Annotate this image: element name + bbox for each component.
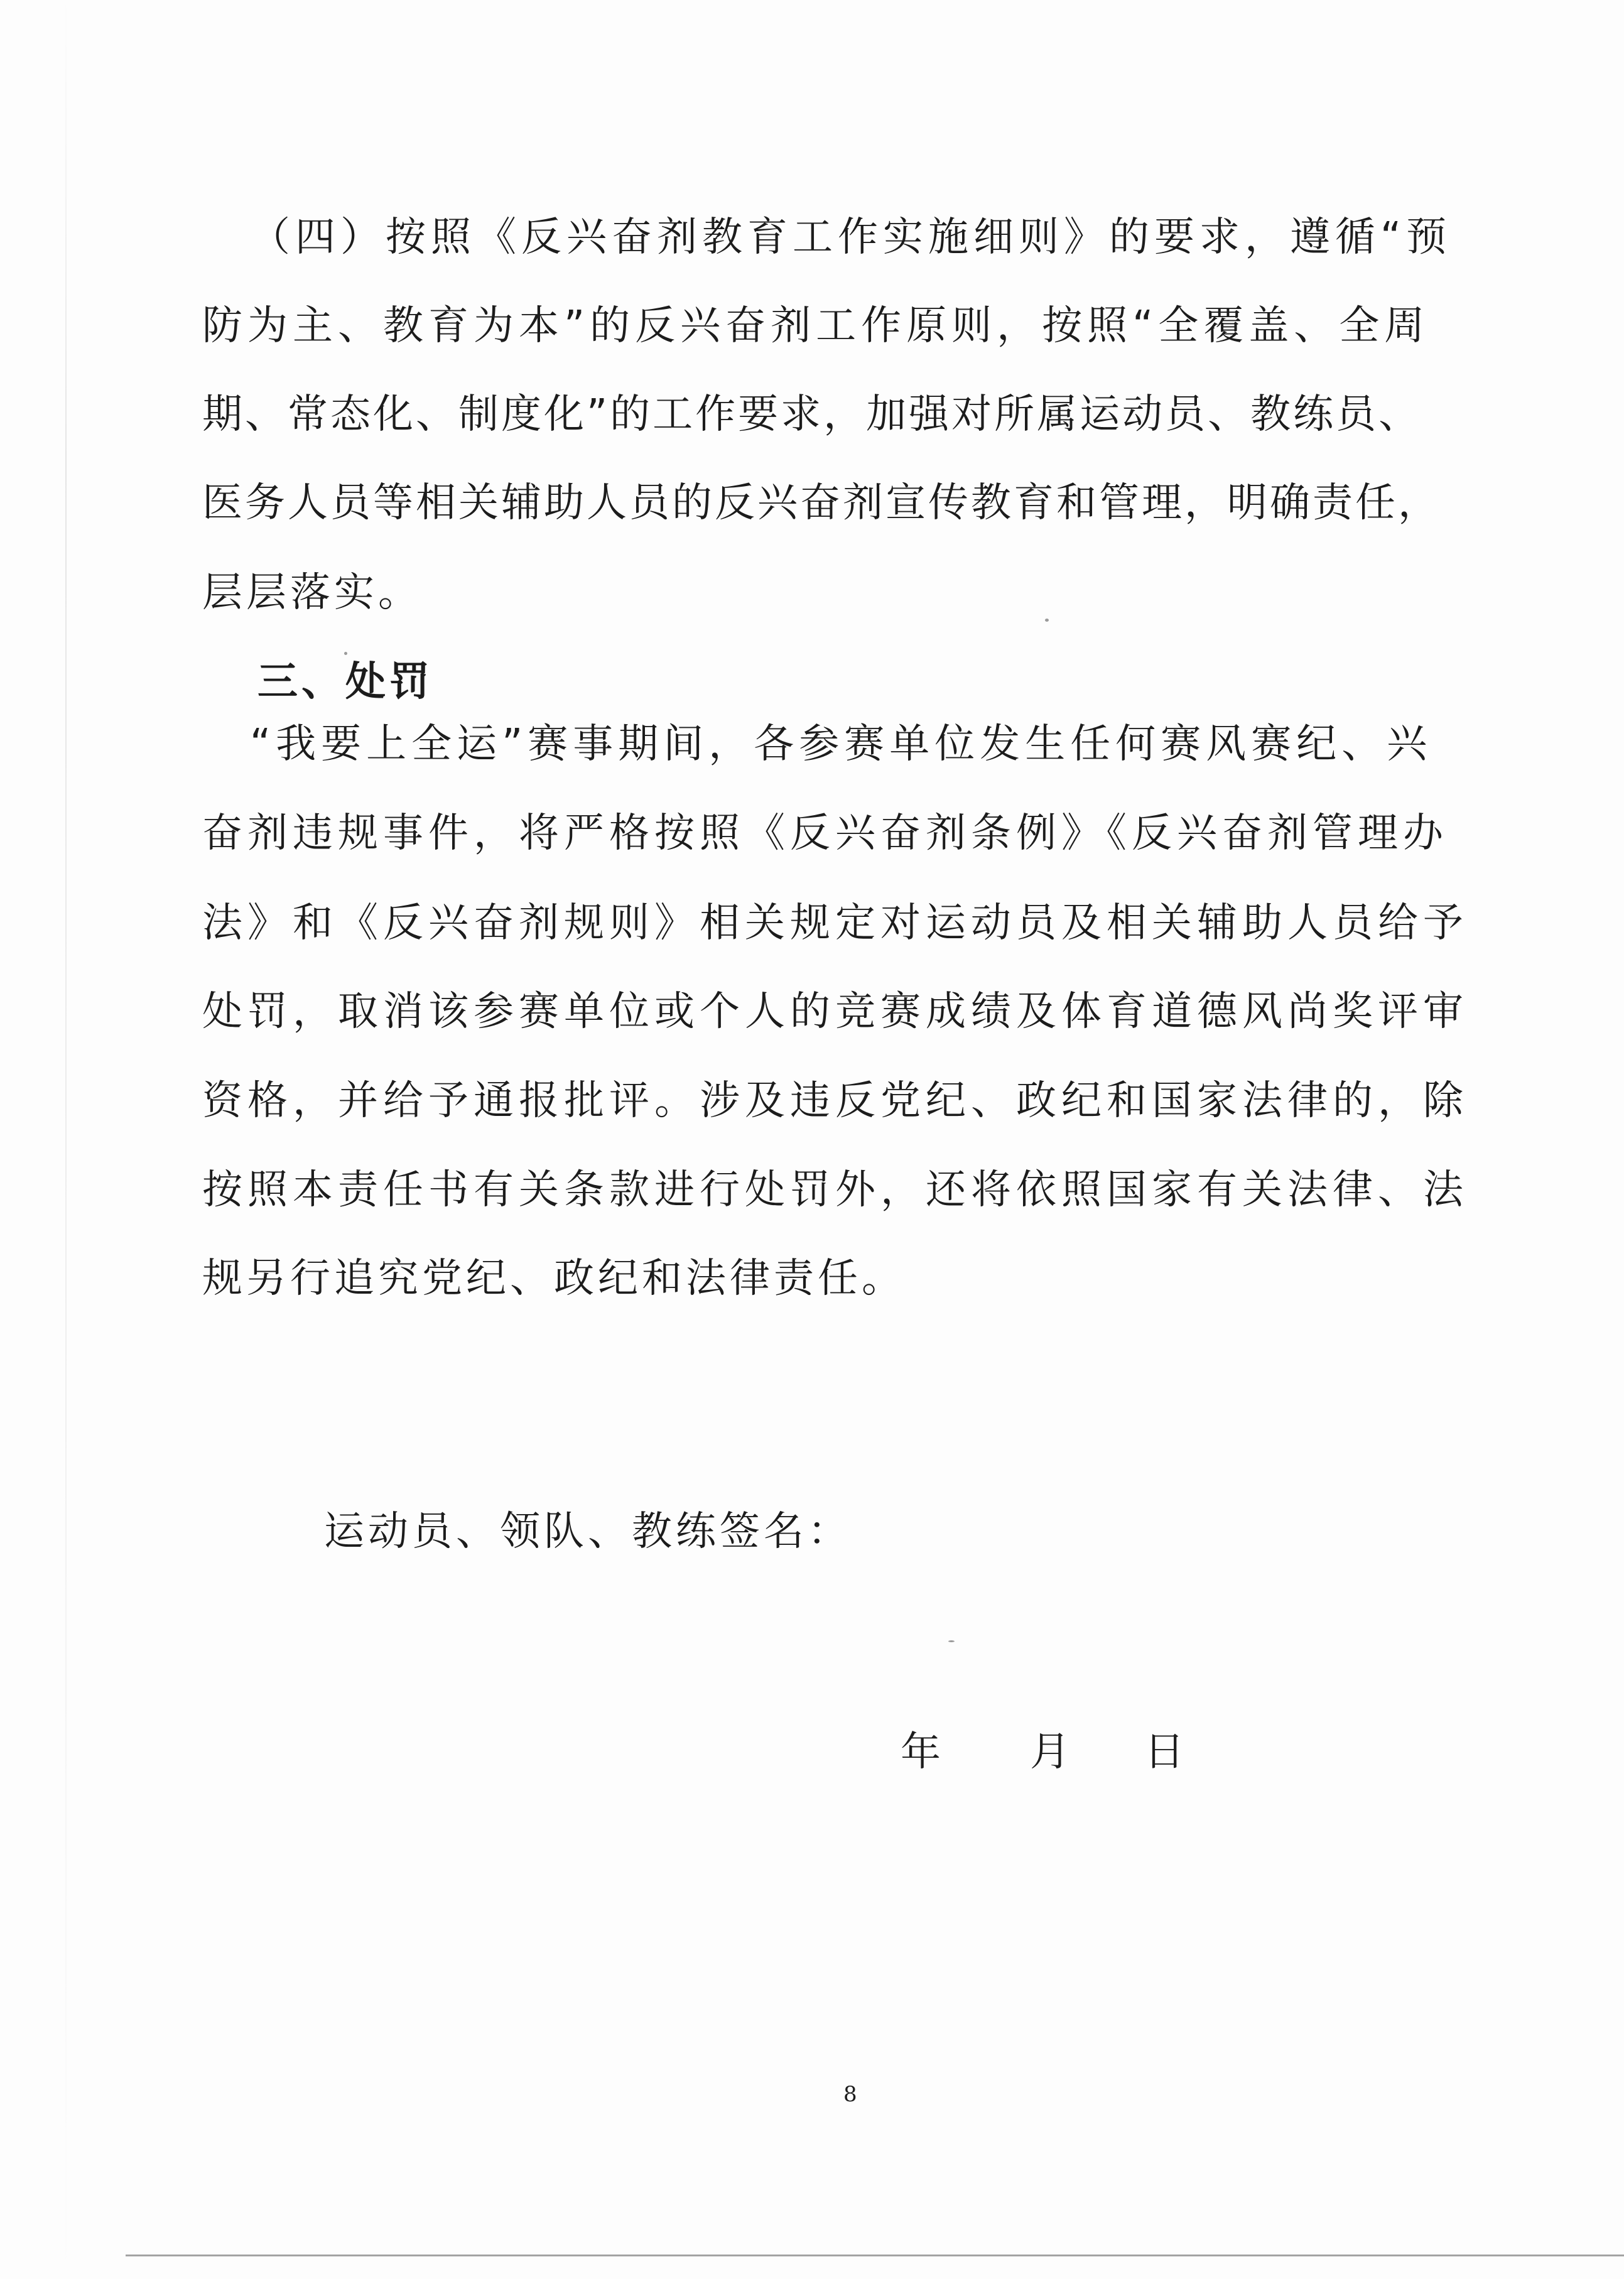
scan-speck [948,1640,955,1642]
scan-edge-bottom [126,2255,1624,2256]
paragraph-4-line-5: 层层落实。 [202,570,422,616]
paragraph-4-line-1: （四）按照《反兴奋剂教育工作实施细则》的要求，遵循“预 [250,214,1452,261]
section-3-line-4: 处罚，取消该参赛单位或个人的竞赛成绩及体育道德风尚奖评审 [202,988,1468,1035]
date-month: 月 [1030,1729,1070,1775]
date-day: 日 [1144,1729,1184,1775]
section-3-line-5: 资格，并给予通报批评。涉及违反党纪、政纪和国家法律的，除 [202,1078,1468,1124]
section-3-line-1: “我要上全运”赛事期间，各参赛单位发生任何赛风赛纪、兴 [250,721,1432,767]
section-3-heading: 三、处罚 [257,659,433,705]
section-3-line-3: 法》和《反兴奋剂规则》相关规定对运动员及相关辅助人员给予 [202,900,1468,946]
section-3-line-2: 奋剂违规事件，将严格按照《反兴奋剂条例》《反兴奋剂管理办 [202,810,1448,857]
paragraph-4-line-2: 防为主、教育为本”的反兴奋剂工作原则，按照“全覆盖、全周 [202,303,1430,349]
page-number: 8 [843,2082,857,2107]
scan-speck [1045,619,1049,622]
section-3-line-6: 按照本责任书有关条款进行处罚外，还将依照国家有关法律、法 [202,1167,1468,1213]
scan-speck [344,652,347,655]
paragraph-4-line-4: 医务人员等相关辅助人员的反兴奋剂宣传教育和管理，明确责任， [202,480,1441,526]
scan-edge-left [65,0,67,2279]
date-year: 年 [901,1729,941,1775]
section-3-line-7: 规另行追究党纪、政纪和法律责任。 [202,1255,906,1302]
signature-label: 运动员、领队、教练签名： [324,1508,852,1555]
paragraph-4-line-3: 期、常态化、制度化”的工作要求，加强对所属运动员、教练员、 [202,391,1422,438]
